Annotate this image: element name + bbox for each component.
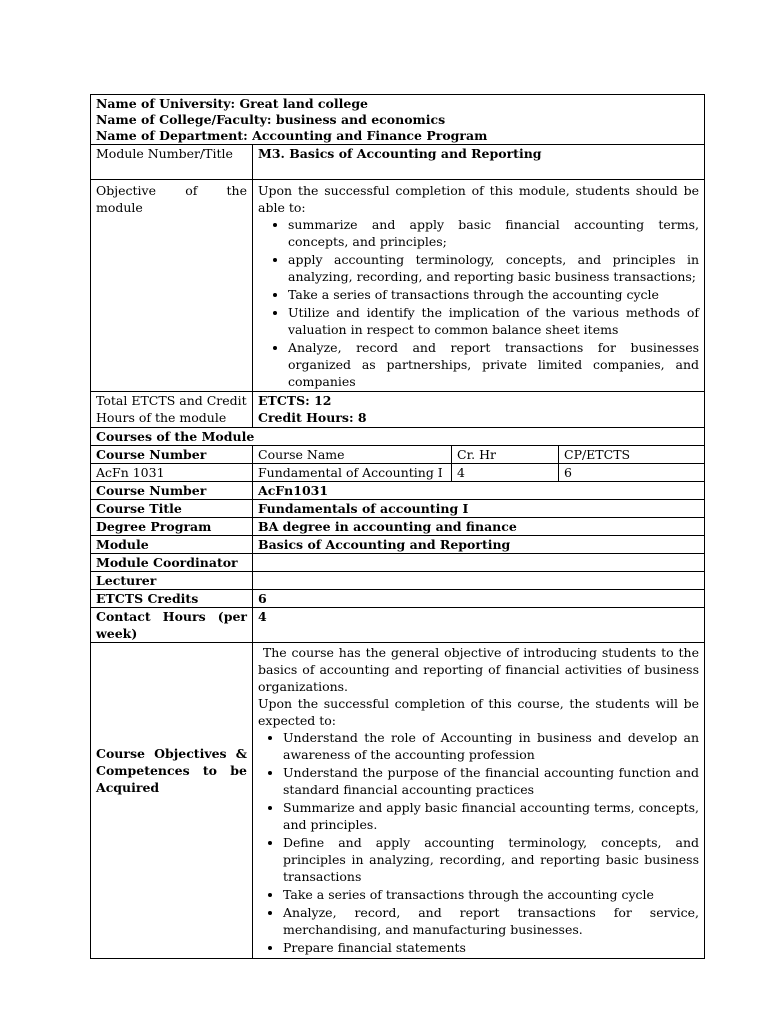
list-item: • Understand the purpose of the financial accounting function and standard financial accounting practices — [283, 764, 699, 798]
total-credits-label: Total ETCTS and Credit Hours of the module — [91, 392, 253, 428]
detail-row-title — [91, 500, 705, 518]
detail-row-objectives — [91, 643, 705, 959]
course-title-label: Course Title — [91, 500, 253, 518]
list-item: • Analyze, record, and report transactions for service, merchandising, and manufacturing businesses. — [283, 904, 699, 938]
university-name: Name of University: Great land college — [96, 96, 369, 111]
column-header: Cr. Hr — [452, 446, 559, 464]
module-objective-content — [253, 180, 705, 392]
detail-row-coordinator — [91, 554, 705, 572]
contact-hours-value: 4 — [253, 608, 705, 643]
module-objective-row — [91, 180, 705, 392]
module-objective-list — [258, 216, 699, 390]
objective-word: Objective — [96, 183, 157, 198]
list-item: • Take a series of transactions through the accounting cycle — [283, 886, 699, 903]
course-objectives-content — [253, 643, 705, 959]
column-header: CP/ETCTS — [559, 446, 705, 464]
detail-row-number — [91, 482, 705, 500]
module-table — [90, 94, 705, 959]
list-item: • apply accounting terminology, concepts, and principles in analyzing, recording, and reporting basic business transactions; — [288, 251, 699, 285]
list-item: • Understand the role of Accounting in business and develop an awareness of the accounting profession — [283, 729, 699, 763]
total-credits-value — [253, 392, 705, 428]
degree-program-value: BA degree in accounting and finance — [253, 518, 705, 536]
etcts-value: ETCTS: 12 — [258, 393, 332, 408]
course-objectives-intro-2: Upon the successful completion of this course, the students will be expected to: — [258, 696, 700, 728]
of-word: of — [185, 183, 198, 198]
module-coordinator-label: Module Coordinator — [91, 554, 253, 572]
list-item: • Summarize and apply basic financial accounting terms, concepts, and principles. — [283, 799, 699, 833]
etcts-credits-label: ETCTS Credits — [91, 590, 253, 608]
module-objective-intro: Upon the successful completion of this module, students should be able to: — [258, 183, 700, 215]
course-etcts-cell: 6 — [559, 464, 705, 482]
module-number-label: Module Number/Title — [91, 145, 253, 180]
course-number-value: AcFn1031 — [253, 482, 705, 500]
module-title-row — [91, 145, 705, 180]
courses-header-row — [91, 446, 705, 464]
module-value: Basics of Accounting and Reporting — [253, 536, 705, 554]
degree-program-label: Degree Program — [91, 518, 253, 536]
header-cell — [91, 95, 705, 145]
courses-section-row — [91, 428, 705, 446]
module-objective-label — [91, 180, 253, 392]
detail-row-contact — [91, 608, 705, 643]
module-label: Module — [91, 536, 253, 554]
total-credits-row — [91, 392, 705, 428]
course-number-cell: AcFn 1031 — [91, 464, 253, 482]
lecturer-value — [253, 572, 705, 590]
header-row — [91, 95, 705, 145]
college-name: Name of College/Faculty: business and economics — [96, 112, 446, 127]
credit-hours-value: Credit Hours: 8 — [258, 410, 367, 425]
detail-row-module — [91, 536, 705, 554]
course-title-value: Fundamentals of accounting I — [253, 500, 705, 518]
course-objectives-intro: The course has the general objective of introducing students to the basics of accounting and reporting of financial activities of business organizations. — [258, 645, 703, 694]
module-word: module — [96, 200, 143, 215]
courses-section-label: Courses of the Module — [91, 428, 705, 446]
etcts-credits-value: 6 — [253, 590, 705, 608]
contact-hours-label: Contact Hours (per week) — [91, 608, 253, 643]
course-number-label: Course Number — [91, 482, 253, 500]
objective-label-line — [96, 182, 247, 199]
list-item: • Take a series of transactions through the accounting cycle — [288, 286, 699, 303]
detail-row-lecturer — [91, 572, 705, 590]
course-hours-cell: 4 — [452, 464, 559, 482]
detail-row-degree — [91, 518, 705, 536]
column-header: Course Name — [253, 446, 452, 464]
column-header: Course Number — [91, 446, 253, 464]
lecturer-label: Lecturer — [91, 572, 253, 590]
course-name-cell: Fundamental of Accounting I — [253, 464, 452, 482]
course-objectives-label: Course Objectives & Competences to be Acquired — [91, 643, 253, 959]
list-item: • Define and apply accounting terminology, concepts, and principles in analyzing, recording, and reporting basic business transactions — [283, 834, 699, 885]
module-number-value: M3. Basics of Accounting and Reporting — [253, 145, 705, 180]
table-row — [91, 464, 705, 482]
module-coordinator-value — [253, 554, 705, 572]
the-word: the — [226, 183, 247, 198]
list-item: • Prepare financial statements — [283, 939, 699, 956]
list-item: • summarize and apply basic financial accounting terms, concepts, and principles; — [288, 216, 699, 250]
course-objectives-list — [258, 729, 699, 956]
department-name: Name of Department: Accounting and Finance Program — [96, 128, 488, 143]
list-item: • Analyze, record and report transactions for businesses organized as partnerships, private limited companies, and companies — [288, 339, 699, 390]
detail-row-credits — [91, 590, 705, 608]
list-item: • Utilize and identify the implication of the various methods of valuation in respect to common balance sheet items — [288, 304, 699, 338]
